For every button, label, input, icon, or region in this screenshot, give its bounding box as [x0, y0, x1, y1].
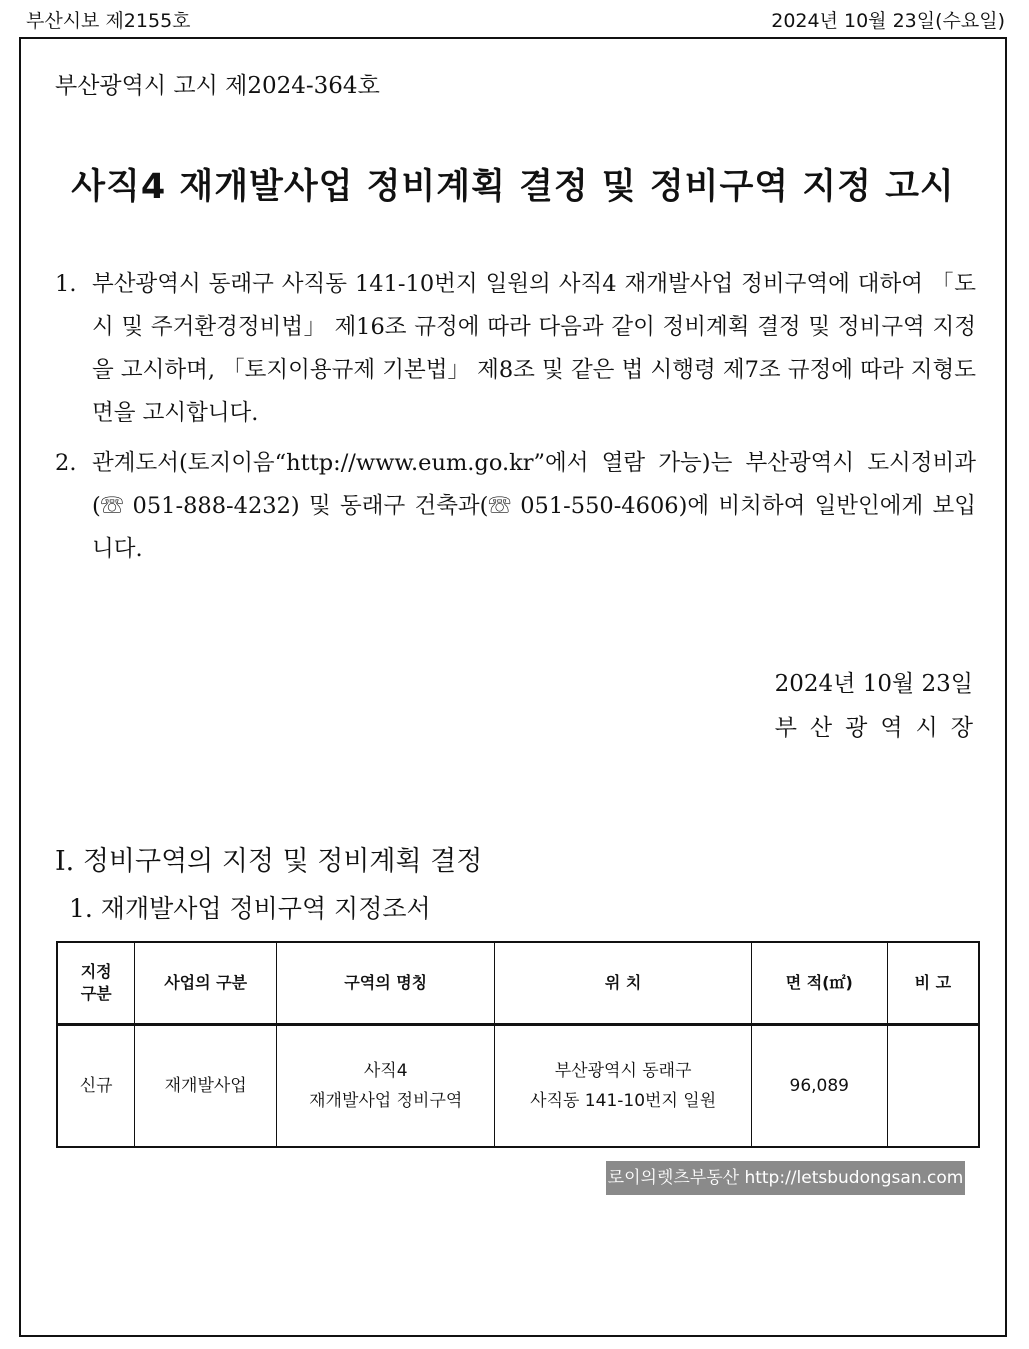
cell-zone-name	[276, 1025, 494, 1148]
item-number: 1.	[55, 271, 77, 297]
location-line2: 사직동 141-10번지 일원	[530, 1091, 717, 1111]
notice-signer: 부산광역시장	[774, 715, 986, 741]
section-subheading: 1. 재개발사업 정비구역 지정조서	[69, 894, 431, 923]
zone-name-line1: 사직4	[363, 1061, 408, 1081]
section-heading: I. 정비구역의 지정 및 정비계획 결정	[55, 846, 483, 877]
designation-table	[56, 941, 980, 1148]
item-number: 2.	[55, 450, 77, 476]
header-zone-name: 구역의 명칭	[276, 942, 494, 1025]
header-location: 위 치	[495, 942, 751, 1025]
cell-designation-type: 신규	[57, 1025, 135, 1148]
notice-item	[55, 442, 976, 571]
header-project-type: 사업의 구분	[135, 942, 277, 1025]
cell-location	[495, 1025, 751, 1148]
gazette-number: 부산시보 제2155호	[26, 10, 191, 32]
notice-title: 사직4 재개발사업 정비계획 결정 및 정비구역 지정 고시	[71, 167, 955, 207]
table-row	[57, 1025, 979, 1148]
cell-project-type: 재개발사업	[135, 1025, 277, 1148]
document-frame	[19, 37, 1007, 1337]
header-designation-type	[57, 942, 135, 1025]
header-area: 면 적(㎡)	[751, 942, 887, 1025]
notice-number: 부산광역시 고시 제2024-364호	[55, 73, 380, 99]
gazette-date: 2024년 10월 23일(수요일)	[771, 10, 1005, 32]
notice-date: 2024년 10월 23일	[774, 671, 973, 697]
notice-items	[55, 263, 976, 578]
header-designation-type-line2: 구분	[80, 984, 112, 1003]
header-remarks: 비 고	[887, 942, 979, 1025]
zone-name-line2: 재개발사업 정비구역	[309, 1091, 463, 1111]
item-text: 관계도서(토지이음“http://www.eum.go.kr”에서 열람 가능)는 부산광역시 도시정비과(☏ 051-888-4232) 및 동래구 건축과(☏ 051-550-4606)에 비치하여 일반인에게 보입니다.	[92, 450, 976, 562]
notice-item	[55, 263, 976, 435]
location-line1: 부산광역시 동래구	[554, 1061, 692, 1081]
cell-area: 96,089	[751, 1025, 887, 1148]
item-text: 부산광역시 동래구 사직동 141-10번지 일원의 사직4 재개발사업 정비구역에 대하여 「도시 및 주거환경정비법」 제16조 규정에 따라 다음과 같이 정비계획 결정 및 정비구역 지정을 고시하며, 「토지이용규제 기본법」 제8조 및 같은 법 시행령 제7조 규정에 따라 지형도면을 고시합니다.	[92, 271, 976, 426]
cell-remarks	[887, 1025, 979, 1148]
table-header-row	[57, 942, 979, 1025]
watermark-banner: 로이의렛츠부동산 http://letsbudongsan.com	[606, 1161, 965, 1195]
header-designation-type-line1: 지정	[80, 962, 112, 981]
